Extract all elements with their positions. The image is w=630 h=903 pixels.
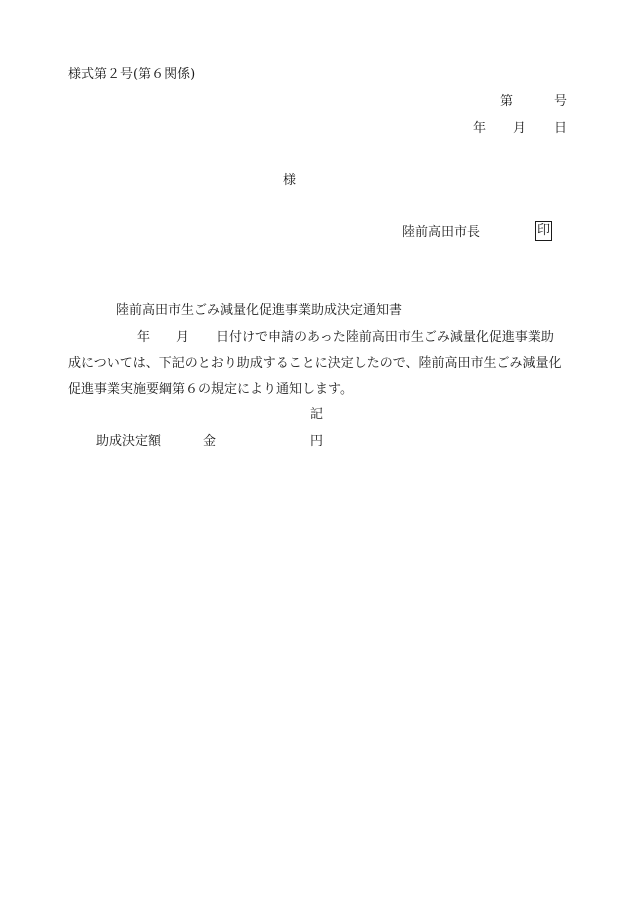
body-month-label: 月 [176, 330, 190, 345]
document-number-suffix: 号 [554, 94, 568, 109]
amount-yen-label: 円 [310, 434, 324, 449]
body-line-1: 日付けで申請のあった陸前高田市生ごみ減量化促進事業助 [216, 330, 554, 345]
seal-stamp-box: 印 [535, 221, 552, 241]
addressee-honorific: 様 [283, 173, 297, 188]
sender-name: 陸前高田市長 [402, 225, 481, 240]
grant-amount-label: 助成決定額 [96, 434, 162, 449]
body-line-3: 促進事業実施要綱第６の規定により通知します。 [68, 382, 353, 397]
amount-kin-label: 金 [203, 434, 217, 449]
document-number-prefix: 第 [500, 94, 514, 109]
body-line-2: 成については、下記のとおり助成することに決定したので、陸前高田市生ごみ減量化 [68, 356, 562, 371]
date-year-label: 年 [473, 121, 487, 136]
body-year-label: 年 [137, 330, 151, 345]
date-day-label: 日 [554, 121, 568, 136]
document-title: 陸前高田市生ごみ減量化促進事業助成決定通知書 [116, 303, 403, 318]
date-month-label: 月 [513, 121, 527, 136]
form-number: 様式第２号(第６関係) [68, 67, 196, 82]
record-heading: 記 [310, 407, 324, 422]
